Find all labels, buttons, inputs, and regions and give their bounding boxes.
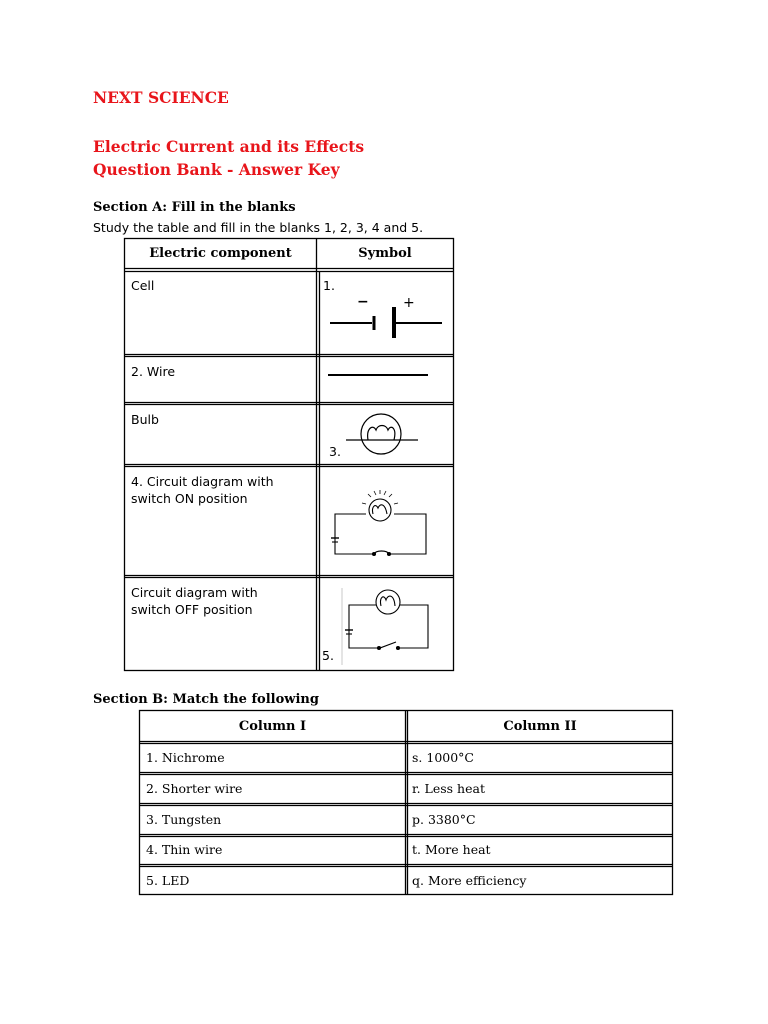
table-b-row-1-col2: s. 1000°C <box>412 750 474 765</box>
table-b-row-3-col2: p. 3380°C <box>412 812 476 827</box>
table-b-row-1-col1: 1. Nichrome <box>146 750 225 765</box>
table-b-row-3-col1: 3. Tungsten <box>146 812 222 827</box>
circuit-off-icon <box>342 588 428 665</box>
cell-symbol-icon <box>330 307 442 338</box>
row-4-line-2: switch ON position <box>131 491 248 506</box>
table-b-header-col2: Column II <box>503 719 577 734</box>
brand-heading: NEXT SCIENCE <box>93 88 229 107</box>
row-4-line-1: 4. Circuit diagram with <box>131 474 274 489</box>
table-a-row-3-component: Bulb <box>131 412 159 427</box>
table-a-row-5-component <box>131 584 258 618</box>
section-b-heading: Section B: Match the following <box>93 692 319 707</box>
table-a-row-4-component <box>131 473 274 507</box>
table-b-row-5-col1: 5. LED <box>146 873 190 888</box>
section-a-heading: Section A: Fill in the blanks <box>93 200 296 215</box>
minus-sign: − <box>357 294 369 310</box>
table-b-row-5-col2: q. More efficiency <box>412 873 527 888</box>
row-5-line-2: switch OFF position <box>131 602 253 617</box>
table-a-header-component: Electric component <box>149 246 292 261</box>
table-a-header-symbol: Symbol <box>358 246 412 261</box>
title-line-2: Question Bank - Answer Key <box>93 160 340 179</box>
bulb-symbol-icon <box>346 414 418 454</box>
table-a-row-1-label: 1. <box>323 278 335 293</box>
table-b-header-col1: Column I <box>238 719 307 734</box>
table-b-row-2-col2: r. Less heat <box>412 781 485 796</box>
row-5-line-1: Circuit diagram with <box>131 585 258 600</box>
title-line-1: Electric Current and its Effects <box>93 137 365 156</box>
table-a-row-2-component: 2. Wire <box>131 364 176 379</box>
circuit-on-icon <box>331 490 426 556</box>
table-b-row-4-col1: 4. Thin wire <box>146 842 223 857</box>
section-a-instruction: Study the table and fill in the blanks 1, 2, 3, 4 and 5. <box>93 220 424 235</box>
table-a-row-3-label: 3. <box>329 444 341 459</box>
section-b-table-grid <box>140 711 673 895</box>
table-a-row-1-component: Cell <box>131 278 155 293</box>
table-b-row-2-col1: 2. Shorter wire <box>146 781 243 796</box>
table-b-row-4-col2: t. More heat <box>412 842 491 857</box>
plus-sign: + <box>403 295 415 311</box>
table-a-row-5-label: 5. <box>322 648 334 663</box>
